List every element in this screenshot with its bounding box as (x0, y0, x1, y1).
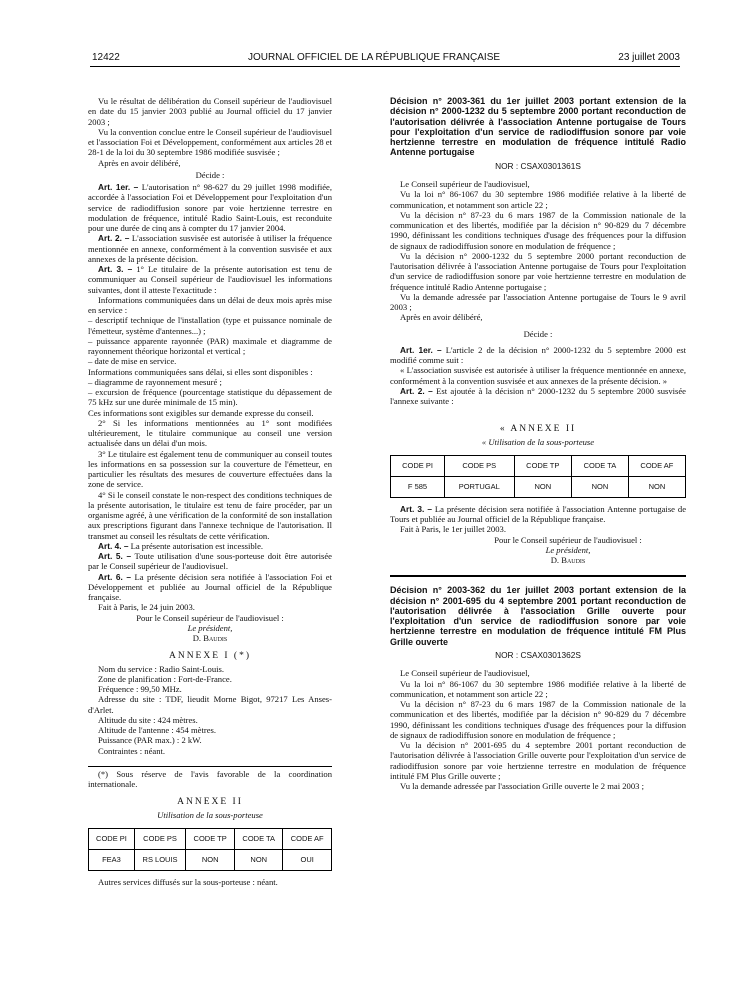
annex-line: Zone de planification : Fort-de-France. (98, 673, 232, 684)
nor-reference: NOR : CSAX0301361S (495, 160, 581, 171)
paragraph: Après en avoir délibéré, (400, 312, 483, 323)
article-4 (88, 541, 332, 551)
list-item: – date de mise en service. (88, 356, 177, 367)
table-header-row (89, 828, 332, 849)
signature-place-date: Fait à Paris, le 24 juin 2003. (98, 602, 195, 613)
paragraph: Autres services diffusés sur la sous-porteuse : néant. (98, 876, 278, 887)
paragraph: Vu la loi n° 86-1067 du 30 septembre 1986 modifiée relative à la liberté de communication, et notamment son article 22 ; (390, 678, 686, 699)
table-cell: FEA3 (89, 849, 135, 870)
article-label: Art. 2. – (400, 385, 433, 396)
annex-line: Contraintes : néant. (98, 745, 166, 756)
article-text: Toute utilisation d'une sous-porteuse doit être autorisée par le Conseil supérieur de l'audiovisuel. (88, 551, 332, 572)
footnote-rule (88, 766, 332, 767)
signature-place-date: Fait à Paris, le 1er juillet 2003. (400, 524, 506, 535)
decision-title: Décision n° 2003-361 du 1er juillet 2003 portant extension de la décision n° 2000-1232 du 5 septembre 2000 portant reconduction de l'autorisation délivrée à l'association Antenne portugaise de Tours pour l'exploitation d'un service de radiodiffusion sonore par voie hertzienne terrestre en modulation de fréquence intitulé Radio Antenne portugaise (390, 96, 686, 158)
paragraph: Après en avoir délibéré, (98, 157, 181, 168)
article-text: La présente décision sera notifiée à l'association Foi et Développement et publiée au Journal officiel de la République française. (88, 571, 332, 602)
table-cell: PORTUGAL (445, 476, 515, 497)
annex-line: Altitude de l'antenne : 454 mètres. (98, 725, 217, 735)
header-rule (90, 66, 680, 67)
article-3 (88, 264, 332, 295)
table-cell: F 585 (391, 476, 445, 497)
annex-subtitle: « Utilisation de la sous-porteuse (481, 436, 595, 447)
paragraph: Vu la demande adressée par l'association Antenne portugaise de Tours le 9 avril 2003 ; (390, 291, 686, 313)
table-cell: NON (186, 849, 235, 870)
table-row (89, 849, 332, 870)
table-cell: NON (514, 476, 572, 497)
article-label: Art. 6. – (98, 571, 132, 582)
list-item: – diagramme de rayonnement mesuré ; (88, 376, 222, 387)
signature-block (88, 613, 332, 644)
article-3 (390, 504, 686, 525)
table-cell: NON (628, 476, 685, 497)
signature-intro: Pour le Conseil supérieur de l'audiovisuel : (494, 534, 642, 545)
decide-heading: Décide : (523, 328, 553, 339)
article-label: Art. 2. – (98, 233, 130, 244)
table-cell: RS LOUIS (134, 849, 185, 870)
article-1 (88, 182, 332, 233)
table-header-cell: CODE TP (186, 828, 235, 849)
list-item: – puissance apparente rayonnée (PAR) maximale et diagramme de rayonnement théorique horizontal et vertical ; (88, 335, 332, 356)
table-header-cell: CODE TA (235, 828, 283, 849)
signature-name: D. Baudis (550, 555, 586, 566)
article-label: Art. 1er. – (400, 344, 442, 355)
footnote: (*) Sous réserve de l'avis favorable de la coordination internationale. (88, 768, 332, 789)
table-header-cell: CODE TP (514, 455, 572, 476)
table-header-cell: CODE AF (628, 455, 685, 476)
annex-heading: ANNEXE II (177, 797, 243, 808)
annex-line: Nom du service : Radio Saint-Louis. (98, 663, 225, 674)
signature-block (450, 535, 686, 566)
table-header-cell: CODE AF (283, 828, 332, 849)
paragraph: Vu la décision n° 2001-695 du 4 septembre 2001 portant reconduction de l'autorisation délivrée à l'association Grille ouverte pour l'exploitation d'un service de radiodiffusion sonore par voie hertzienne terrestre en modulation de fréquence intitulé FM Plus Grille ouverte ; (390, 740, 686, 781)
signature-name: D. Baudis (192, 633, 228, 643)
article-text: La présente décision sera notifiée à l'association Antenne portugaise de Tours et publiée au Journal officiel de la République française. (390, 503, 687, 525)
issue-date: 23 juillet 2003 (618, 52, 680, 63)
annex-line: Adresse du site : TDF, lieudit Morne Bigot, 97217 Les Anses-d'Arlet. (88, 694, 332, 715)
article-6 (88, 572, 332, 603)
paragraph: Informations communiquées dans un délai de deux mois après mise en service : (88, 294, 332, 315)
table-header-row (391, 455, 686, 476)
table-header-cell: CODE TA (572, 455, 629, 476)
paragraph: Vu la décision n° 87-23 du 6 mars 1987 de la Commission nationale de la communication et des libertés, modifiée par la décision n° 90-829 du 7 décembre 1990, définissant les conditions techniques d'usage des fréquences pour la diffusion de signaux de radiodiffusion sonore en modulation de fréquence ; (390, 699, 686, 740)
paragraph: Vu le résultat de délibération du Conseil supérieur de l'audiovisuel en date du 15 janvier 2003 publié au Journal officiel du 17 janvier 2003 ; (88, 96, 332, 127)
article-label: Art. 1er. – (98, 182, 139, 192)
paragraph: 2° Si les informations mentionnées au 1° sont modifiées ultérieurement, le titulaire communique au conseil une version actualisée dans un délai d'un mois. (88, 417, 332, 449)
article-label: Art. 4. – (98, 540, 129, 551)
annex-subtitle: Utilisation de la sous-porteuse (157, 809, 263, 820)
quoted-article: « L'association susvisée est autorisée à utiliser la fréquence mentionnée en annexe, conformément à la convention susvisée et aux annexes de la présente décision. » (390, 365, 686, 386)
article-text: L'article 2 de la décision n° 2000-1232 du 5 septembre 2000 est modifié comme suit : (390, 344, 686, 366)
subcarrier-table (88, 828, 332, 871)
journal-title: JOURNAL OFFICIEL DE LA RÉPUBLIQUE FRANÇAISE (247, 52, 501, 63)
article-label: Art. 3. – (98, 264, 133, 274)
table-header-cell: CODE PS (134, 828, 185, 849)
table-header-cell: CODE PI (89, 828, 135, 849)
paragraph: Vu la demande adressée par l'association Grille ouverte le 2 mai 2003 ; (400, 781, 644, 792)
paragraph: Vu la décision n° 2000-1232 du 5 septembre 2000 portant reconduction de l'autorisation délivrée à l'association Antenne portugaise de Tours pour l'exploitation d'un service de radiodiffusion sonore par voie hertzienne terrestre en modulation de fréquence intitulé Radio Antenne portugaise ; (390, 250, 686, 292)
paragraph: Le Conseil supérieur de l'audiovisuel, (400, 179, 530, 190)
list-item: – excursion de fréquence (pourcentage statistique du dépassement de 75 kHz sur une durée minimale de 15 min). (88, 387, 332, 408)
paragraph: 3° Le titulaire est également tenu de communiquer au conseil toutes les informations en sa possession sur la couverture de l'émetteur, en particulier les résultats des mesures de couverture effectuées dans la zone de service. (88, 448, 332, 490)
left-column (88, 96, 332, 887)
subcarrier-table (390, 455, 686, 498)
signature-title: Le président, (545, 544, 591, 555)
right-column (390, 96, 686, 791)
paragraph: Vu la décision n° 87-23 du 6 mars 1987 de la Commission nationale de la communication et des libertés, modifiée par la décision n° 90-829 du 7 décembre 1990, définissant les conditions techniques d'usage des fréquences pour la diffusion de signaux de radiodiffusion sonore en modulation de fréquence ; (390, 209, 686, 251)
article-5 (88, 551, 332, 572)
table-cell: OUI (283, 849, 332, 870)
table-header-cell: CODE PS (445, 455, 515, 476)
paragraph: Vu la convention conclue entre le Conseil supérieur de l'audiovisuel et l'association Foi et Développement, conformément aux articles 28 et 28-1 de la loi du 30 septembre 1986 modifiée susvisée ; (88, 126, 333, 158)
article-2 (390, 386, 686, 407)
table-cell: NON (235, 849, 283, 870)
page-header (0, 0, 748, 70)
article-text: L'autorisation n° 98-627 du 29 juillet 1998 modifiée, accordée à l'association Foi et Développement pour l'exploitation d'un service de radiodiffusion sonore par voie hertzienne terrestre en modulation de fréquence, intitulé Radio Saint-Louis, est reconduite pour une durée de cinq ans à compter du 17 janvier 2004. (88, 182, 332, 233)
annex-line: Altitude du site : 424 mètres. (98, 714, 198, 725)
section-divider (390, 575, 686, 577)
article-text: Est ajoutée à la décision n° 2000-1232 du 5 septembre 2000 susvisée l'annexe suivante : (390, 385, 686, 407)
paragraph: Vu la loi n° 86-1067 du 30 septembre 1986 modifiée relative à la liberté de communication, et notamment son article 22 ; (390, 189, 686, 210)
table-cell: NON (572, 476, 629, 497)
article-1 (390, 345, 686, 366)
nor-reference: NOR : CSAX0301362S (495, 650, 581, 661)
decide-heading: Décide : (195, 169, 225, 180)
signature-title: Le président, (187, 622, 233, 633)
article-text: L'association susvisée est autorisée à utiliser la fréquence mentionnée en annexe, conformément à la convention susvisée et aux annexes de la présente décision. (88, 233, 332, 264)
annex-line: Fréquence : 99,50 MHz. (98, 684, 182, 694)
annex-line: Puissance (PAR max.) : 2 kW. (98, 735, 202, 746)
signature-intro: Pour le Conseil supérieur de l'audiovisuel : (136, 612, 284, 623)
annex-heading: « ANNEXE II (499, 424, 577, 435)
paragraph: Ces informations sont exigibles sur demande expresse du conseil. (88, 407, 314, 418)
article-text: 1° Le titulaire de la présente autorisation est tenu de communiquer au Conseil supérieur de l'audiovisuel les informations suivantes, dont il atteste l'exactitude : (88, 264, 332, 295)
list-item: – descriptif technique de l'installation (type et puissance nominale de l'émetteur, système d'antennes...) ; (88, 315, 332, 336)
paragraph: Informations communiquées sans délai, si elles sont disponibles : (88, 366, 313, 377)
page-number: 12422 (92, 52, 120, 63)
decision-title: Décision n° 2003-362 du 1er juillet 2003 portant extension de la décision n° 2001-695 du 4 septembre 2001 portant reconduction de l'autorisation délivrée à l'association Grille ouverte pour l'exploitation d'un service de radiodiffusion sonore par voie hertzienne terrestre en modulation de fréquence intitulé FM Plus Grille ouverte (390, 585, 686, 647)
paragraph: 4° Si le conseil constate le non-respect des conditions techniques de la présente autorisation, le titulaire est tenu de faire procéder, par un organisme agréé, à une vérification de la conformité de son installation aux prescriptions figurant dans l'annexe technique de l'autorisation. Il transmet au conseil les résultats de cette vérification. (88, 489, 332, 541)
article-label: Art. 5. – (98, 551, 132, 561)
article-2 (88, 233, 332, 264)
annex-heading: ANNEXE I (*) (168, 651, 252, 662)
paragraph: Le Conseil supérieur de l'audiovisuel, (400, 668, 530, 679)
article-label: Art. 3. – (400, 503, 432, 514)
table-header-cell: CODE PI (391, 455, 445, 476)
table-row (391, 476, 686, 497)
article-text: La présente autorisation est incessible. (130, 540, 264, 551)
